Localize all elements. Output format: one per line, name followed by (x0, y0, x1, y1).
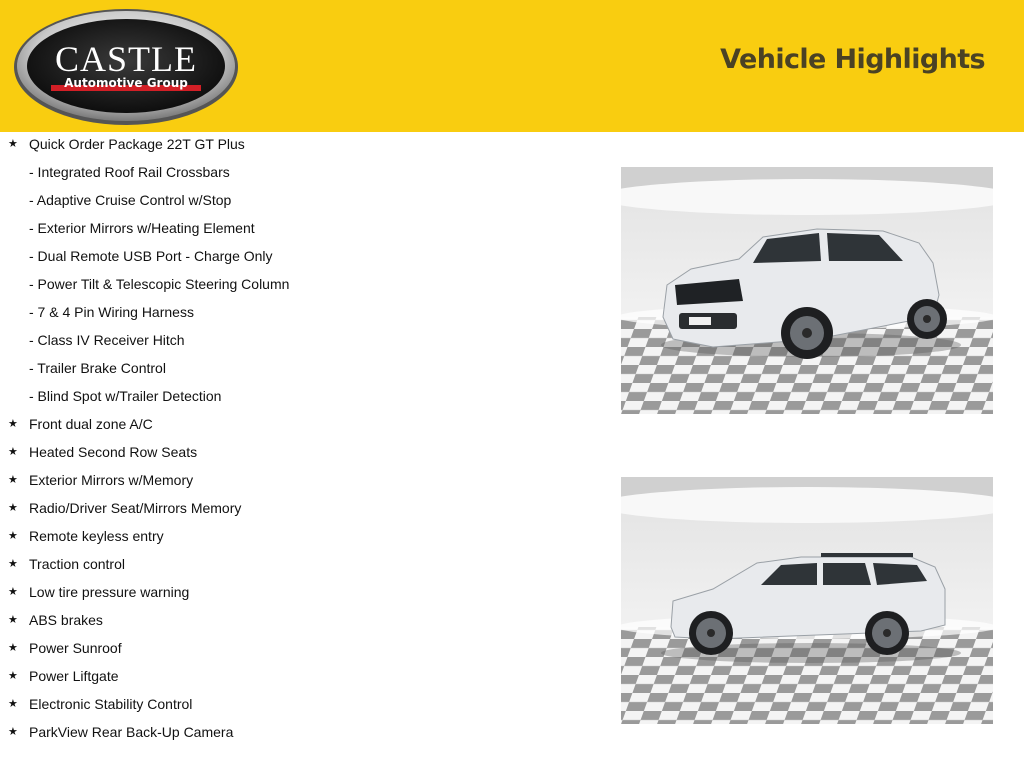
page-title: Vehicle Highlights (720, 44, 985, 75)
feature-item (0, 466, 600, 494)
feature-text: Power Sunroof (29, 640, 122, 656)
feature-item (0, 578, 600, 606)
feature-text: Front dual zone A/C (29, 416, 153, 432)
svg-text:Automotive Group: Automotive Group (64, 76, 188, 90)
star-bullet-icon: ★ (8, 614, 18, 626)
feature-item (0, 354, 600, 382)
feature-text: - Power Tilt & Telescopic Steering Column (29, 276, 290, 292)
feature-list (0, 130, 600, 746)
feature-text: - Blind Spot w/Trailer Detection (29, 388, 222, 404)
feature-item (0, 690, 600, 718)
feature-item (0, 270, 600, 298)
star-bullet-icon: ★ (8, 474, 18, 486)
star-bullet-icon: ★ (8, 642, 18, 654)
feature-item (0, 410, 600, 438)
feature-item (0, 494, 600, 522)
feature-item (0, 298, 600, 326)
feature-text: ParkView Rear Back-Up Camera (29, 724, 234, 740)
feature-text: ABS brakes (29, 612, 103, 628)
feature-text: Low tire pressure warning (29, 584, 190, 600)
feature-item (0, 662, 600, 690)
feature-item (0, 130, 600, 158)
feature-item (0, 634, 600, 662)
feature-text: - Adaptive Cruise Control w/Stop (29, 192, 232, 208)
star-bullet-icon: ★ (8, 670, 18, 682)
castle-logo (13, 8, 239, 126)
feature-text: Exterior Mirrors w/Memory (29, 472, 194, 488)
feature-item (0, 522, 600, 550)
star-bullet-icon: ★ (8, 138, 18, 150)
feature-item (0, 438, 600, 466)
feature-item (0, 326, 600, 354)
feature-item (0, 550, 600, 578)
feature-text: - 7 & 4 Pin Wiring Harness (29, 304, 194, 320)
feature-text: Traction control (29, 556, 125, 572)
feature-text: - Exterior Mirrors w/Heating Element (29, 220, 255, 236)
star-bullet-icon: ★ (8, 698, 18, 710)
star-bullet-icon: ★ (8, 530, 18, 542)
feature-text: - Integrated Roof Rail Crossbars (29, 164, 230, 180)
feature-text: Electronic Stability Control (29, 696, 193, 712)
feature-text: Quick Order Package 22T GT Plus (29, 136, 245, 152)
feature-text: - Trailer Brake Control (29, 360, 166, 376)
star-bullet-icon: ★ (8, 502, 18, 514)
feature-item (0, 382, 600, 410)
feature-item (0, 214, 600, 242)
feature-text: Heated Second Row Seats (29, 444, 198, 460)
feature-text: Power Liftgate (29, 668, 119, 684)
feature-item (0, 186, 600, 214)
star-bullet-icon: ★ (8, 726, 18, 738)
feature-text: - Dual Remote USB Port - Charge Only (29, 248, 273, 264)
star-bullet-icon: ★ (8, 558, 18, 570)
header-banner (0, 0, 1024, 132)
feature-item (0, 606, 600, 634)
vehicle-photo-front (621, 167, 993, 414)
star-bullet-icon: ★ (8, 418, 18, 430)
star-bullet-icon: ★ (8, 446, 18, 458)
feature-item (0, 242, 600, 270)
vehicle-photo-side (621, 477, 993, 724)
feature-item (0, 158, 600, 186)
feature-text: Radio/Driver Seat/Mirrors Memory (29, 500, 242, 516)
feature-text: - Class IV Receiver Hitch (29, 332, 185, 348)
feature-text: Remote keyless entry (29, 528, 164, 544)
star-bullet-icon: ★ (8, 586, 18, 598)
feature-item (0, 718, 600, 746)
svg-text:CASTLE: CASTLE (54, 39, 198, 79)
